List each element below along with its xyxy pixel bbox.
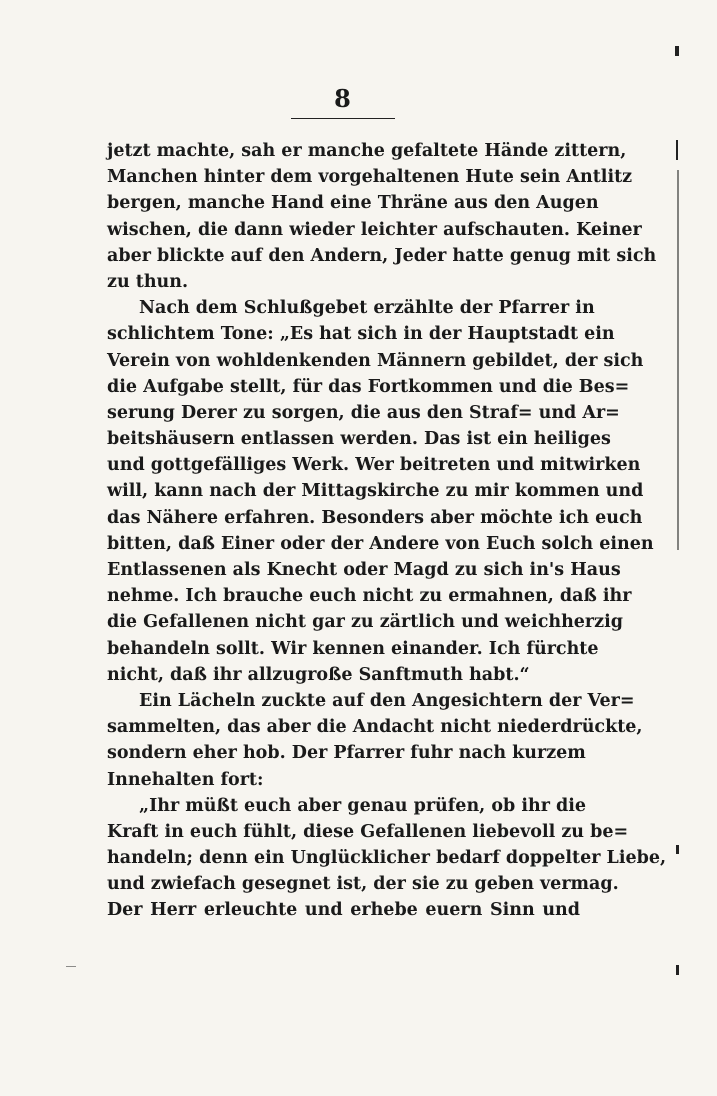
text-line: Nach dem Schlußgebet erzählte der Pfarrer in: [139, 298, 595, 319]
scan-mark: [677, 170, 679, 550]
text-line: und zwiefach gesegnet ist, der sie zu geben vermag.: [107, 874, 619, 895]
text-line: Der Herr erleuchte und erhebe euern Sinn und: [107, 900, 580, 921]
text-line: will, kann nach der Mittagskirche zu mir kommen und: [107, 481, 644, 502]
text-line: bitten, daß Einer oder der Andere von Euch solch einen: [107, 533, 654, 554]
text-line: bergen, manche Hand eine Thräne aus den Augen: [107, 193, 599, 214]
text-line: jetzt machte, sah er manche gefaltete Hände zittern,: [107, 141, 627, 161]
text-line: das Nähere erfahren. Besonders aber möchte ich euch: [107, 507, 643, 528]
text-line: handeln; denn ein Unglücklicher bedarf doppelter Liebe,: [107, 848, 667, 869]
text-line: Entlassenen als Knecht oder Magd zu sich in's Haus: [107, 560, 621, 580]
text-line: nicht, daß ihr allzugroße Sanftmuth habt.“: [107, 664, 530, 685]
text-line: nehme. Ich brauche euch nicht zu ermahnen, daß ihr: [107, 586, 632, 607]
text-line: Manchen hinter dem vorgehaltenen Hute sein Antlitz: [107, 167, 633, 188]
body-text: [107, 138, 667, 924]
text-line: Ein Lächeln zuckte auf den Angesichtern der Ver=: [139, 690, 635, 711]
scan-mark: [676, 140, 678, 160]
text-line: Innehalten fort:: [107, 769, 264, 790]
page-number: 8: [334, 84, 351, 113]
text-line: zu thun.: [107, 271, 189, 292]
scan-mark: [676, 845, 679, 854]
text-line: und gottgefälliges Werk. Wer beitreten und mitwirken: [107, 455, 641, 476]
scan-mark: [66, 966, 76, 967]
text-line: wischen, die dann wieder leichter aufschauten. Keiner: [107, 219, 642, 240]
text-line: die Aufgabe stellt, für das Fortkommen und die Bes=: [107, 376, 630, 397]
text-line: „Ihr müßt euch aber genau prüfen, ob ihr die: [139, 795, 587, 816]
text-line: serung Derer zu sorgen, die aus den Straf= und Ar=: [107, 402, 620, 423]
text-line: sammelten, das aber die Andacht nicht niederdrückte,: [107, 717, 643, 738]
text-line: schlichtem Tone: „Es hat sich in der Hauptstadt ein: [107, 324, 615, 345]
text-line: beitshäusern entlassen werden. Das ist ein heiliges: [107, 429, 611, 450]
header-rule: [291, 118, 395, 119]
text-line: aber blickte auf den Andern, Jeder hatte genug mit sich: [107, 245, 657, 266]
text-line: sondern eher hob. Der Pfarrer fuhr nach kurzem: [107, 743, 586, 764]
text-line: behandeln sollt. Wir kennen einander. Ich fürchte: [107, 638, 599, 659]
scan-mark: [676, 965, 679, 975]
text-line: Verein von wohldenkenden Männern gebildet, der sich: [107, 350, 644, 371]
scan-mark: [675, 46, 679, 56]
text-line: die Gefallenen nicht gar zu zärtlich und weichherzig: [107, 612, 623, 633]
text-line: Kraft in euch fühlt, diese Gefallenen liebevoll zu be=: [107, 821, 629, 842]
